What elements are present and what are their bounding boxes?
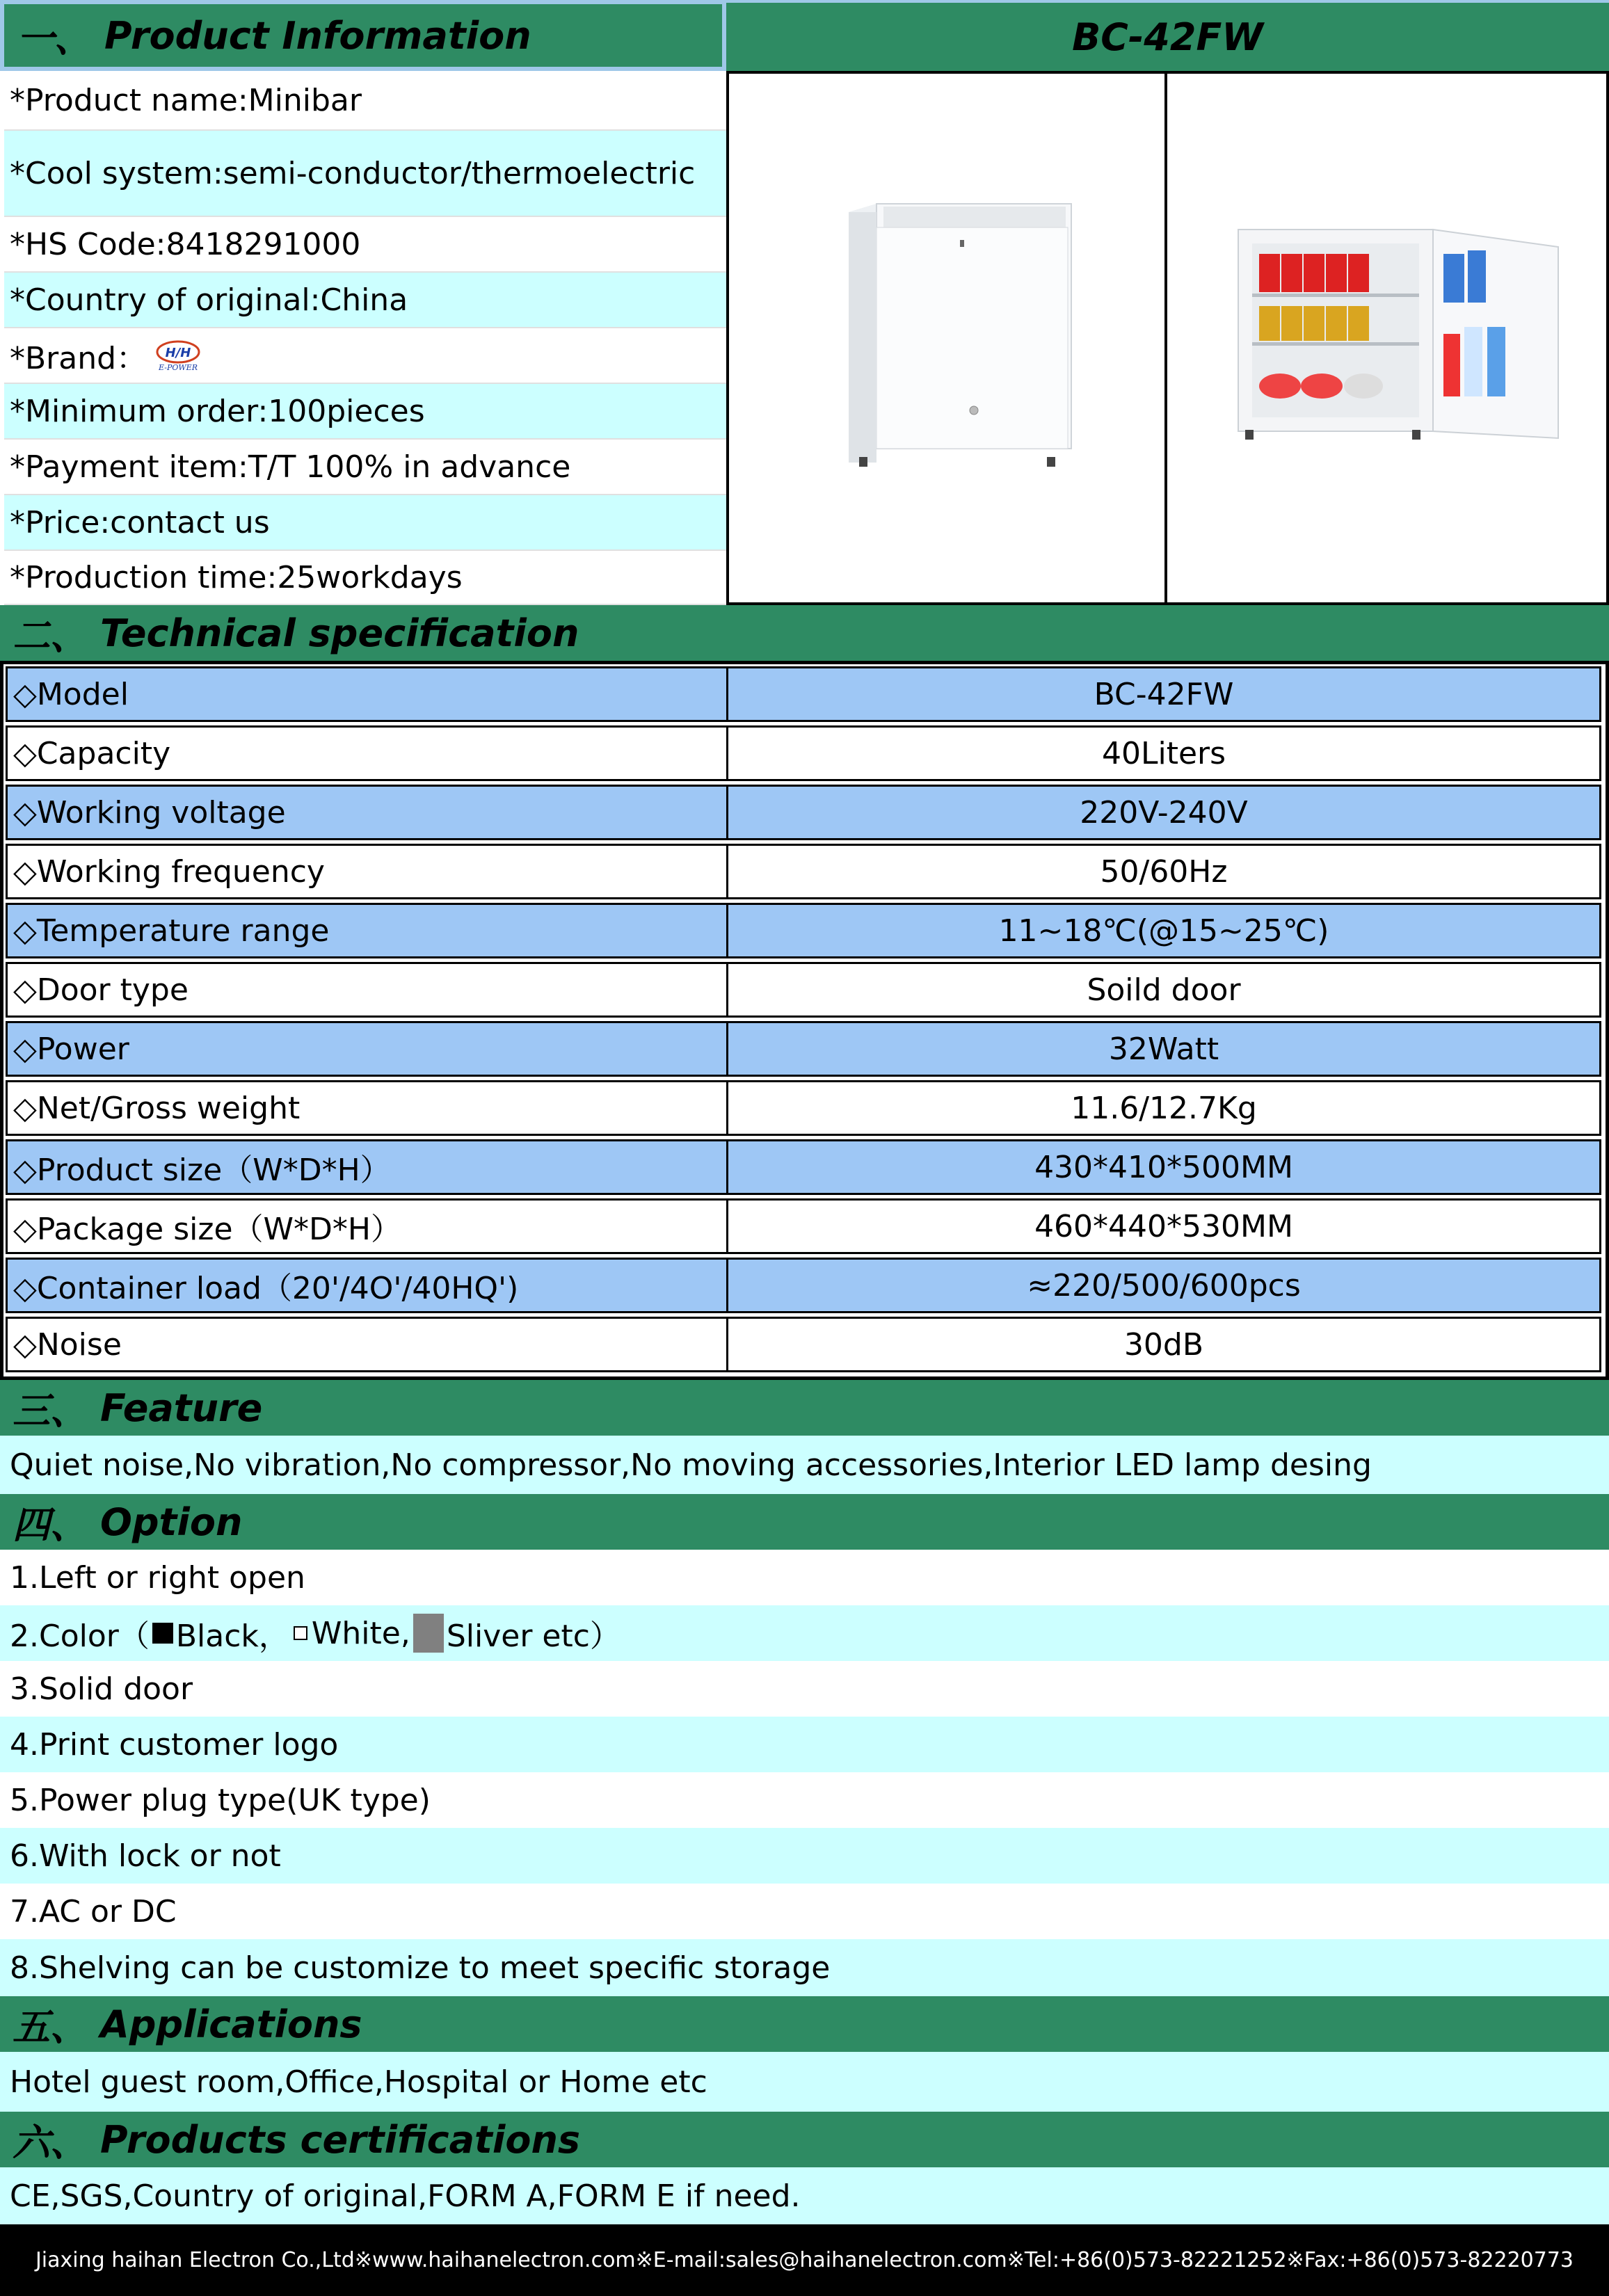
color-silver-label: Sliver etc） xyxy=(446,1619,621,1654)
technical-specification-header xyxy=(0,605,1609,661)
spec-key: ◇Temperature range xyxy=(8,905,728,956)
certifications-text: CE,SGS,Country of original,FORM A,FORM E if need. xyxy=(0,2167,1609,2224)
info-minimum-order: *Minimum order:100pieces xyxy=(4,384,726,440)
option-item: 1.Left or right open xyxy=(0,1550,1609,1605)
spec-key: ◇Capacity xyxy=(8,728,728,779)
spec-value: 11.6/12.7Kg xyxy=(1071,1090,1257,1126)
cans-top-row xyxy=(1259,254,1369,292)
spec-value: 220V-240V xyxy=(1080,794,1248,830)
applications-text: Hotel guest room,Office,Hospital or Home etc xyxy=(0,2052,1609,2112)
spec-row xyxy=(6,785,1601,840)
spec-value: 40Liters xyxy=(1101,735,1226,771)
spec-value: 11~18℃(@15~25℃) xyxy=(998,913,1329,949)
spec-value: 430*410*500MM xyxy=(1034,1149,1293,1185)
info-country: *Country of original:China xyxy=(4,273,726,328)
spec-row xyxy=(6,844,1601,899)
option-item: 4.Print customer logo xyxy=(0,1717,1609,1772)
spec-row xyxy=(6,1080,1601,1136)
section-number: 四、 xyxy=(13,1502,88,1547)
option-item: 6.With lock or not xyxy=(0,1828,1609,1884)
option-item: 8.Shelving can be customize to meet specific storage xyxy=(0,1939,1609,1996)
color-white-label: White, xyxy=(311,1615,410,1651)
option-item: 3.Solid door xyxy=(0,1661,1609,1717)
spec-key: ◇Noise xyxy=(8,1319,728,1370)
info-hs-code: *HS Code:8418291000 xyxy=(4,217,726,273)
spec-value: 50/60Hz xyxy=(1100,853,1228,890)
brand-logo-icon xyxy=(151,339,205,371)
spec-row xyxy=(6,903,1601,958)
minibar-closed-image xyxy=(835,198,1099,476)
section-number: 二、 xyxy=(13,613,88,658)
cans-middle-row xyxy=(1259,306,1369,341)
info-product-name: *Product name:Minibar xyxy=(4,71,726,131)
spec-value: 460*440*530MM xyxy=(1034,1208,1293,1244)
svg-text:H/H: H/H xyxy=(165,346,191,360)
feature-text: Quiet noise,No vibration,No compressor,No moving accessories,Interior LED lamp desing xyxy=(0,1436,1609,1494)
info-price: *Price:contact us xyxy=(4,495,726,551)
brand-label: *Brand： xyxy=(10,341,147,376)
spec-value: 30dB xyxy=(1123,1326,1204,1363)
footer-contact: Jiaxing haihan Electron Co.,Ltd※www.haihanelectron.com※E-mail:sales@haihanelectron.com※Tel:+86(0)573-82221252※Fax:+86(0)573-82220773 xyxy=(0,2224,1609,2296)
white-swatch-icon xyxy=(294,1626,307,1640)
spec-key: ◇Product size（W*D*H） xyxy=(8,1141,728,1193)
spec-key: ◇Net/Gross weight xyxy=(8,1082,728,1134)
spec-key: ◇Package size（W*D*H） xyxy=(8,1201,728,1252)
brand-logo xyxy=(151,339,205,371)
spec-key: ◇Door type xyxy=(8,964,728,1015)
spec-key: ◇Power xyxy=(8,1023,728,1075)
spec-row xyxy=(6,1139,1601,1195)
product-information-header xyxy=(0,0,726,71)
section-title: Applications xyxy=(100,2002,362,2046)
section-title: Option xyxy=(100,1500,243,1544)
spec-value: 32Watt xyxy=(1108,1031,1219,1067)
spec-key: ◇Working frequency xyxy=(8,846,728,897)
section-number: 三、 xyxy=(13,1388,88,1433)
svg-text:E-POWER: E-POWER xyxy=(159,363,198,371)
section-number: 六、 xyxy=(13,2120,88,2165)
info-payment: *Payment item:T/T 100% in advance xyxy=(4,440,726,495)
spec-row xyxy=(6,1198,1601,1254)
info-brand xyxy=(4,328,726,384)
spec-row xyxy=(6,666,1601,722)
option-header xyxy=(0,1494,1609,1550)
color-black-label: Black， xyxy=(175,1619,289,1654)
info-cool-system: *Cool system:semi-conductor/thermoelectric xyxy=(4,131,726,217)
image-divider xyxy=(1164,71,1167,605)
spec-row xyxy=(6,1021,1601,1077)
model-header: BC-42FW xyxy=(726,0,1609,71)
spec-row xyxy=(6,1317,1601,1372)
section-title: Products certifications xyxy=(100,2117,581,2162)
spec-key: ◇Container load（20'/4O'/40HQ') xyxy=(8,1260,728,1311)
spec-value: ≈220/500/600pcs xyxy=(1027,1267,1301,1303)
feature-header xyxy=(0,1380,1609,1436)
black-swatch-icon xyxy=(152,1623,173,1644)
spec-value: Soild door xyxy=(1087,972,1241,1008)
spec-key: ◇Model xyxy=(8,668,728,720)
section-title: Feature xyxy=(100,1386,263,1430)
bottles-bottom-row xyxy=(1259,374,1383,399)
spec-row xyxy=(6,725,1601,781)
silver-swatch-icon xyxy=(413,1614,444,1653)
spec-row xyxy=(6,1258,1601,1313)
option-item: 7.AC or DC xyxy=(0,1884,1609,1939)
spec-row xyxy=(6,962,1601,1018)
applications-header xyxy=(0,1996,1609,2052)
certifications-header xyxy=(0,2112,1609,2167)
section-number: 一、 xyxy=(17,16,92,61)
option-item-color xyxy=(0,1605,1609,1661)
minibar-open-image xyxy=(1231,216,1579,480)
spec-value: BC-42FW xyxy=(1094,676,1234,712)
section-title: Technical specification xyxy=(100,611,579,655)
option-item: 5.Power plug type(UK type) xyxy=(0,1772,1609,1828)
spec-key: ◇Working voltage xyxy=(8,787,728,838)
section-title: Product Information xyxy=(104,13,531,58)
section-number: 五、 xyxy=(13,2005,88,2049)
info-production-time: *Production time:25workdays xyxy=(4,551,726,605)
option-color-label: 2.Color（ xyxy=(10,1619,150,1654)
